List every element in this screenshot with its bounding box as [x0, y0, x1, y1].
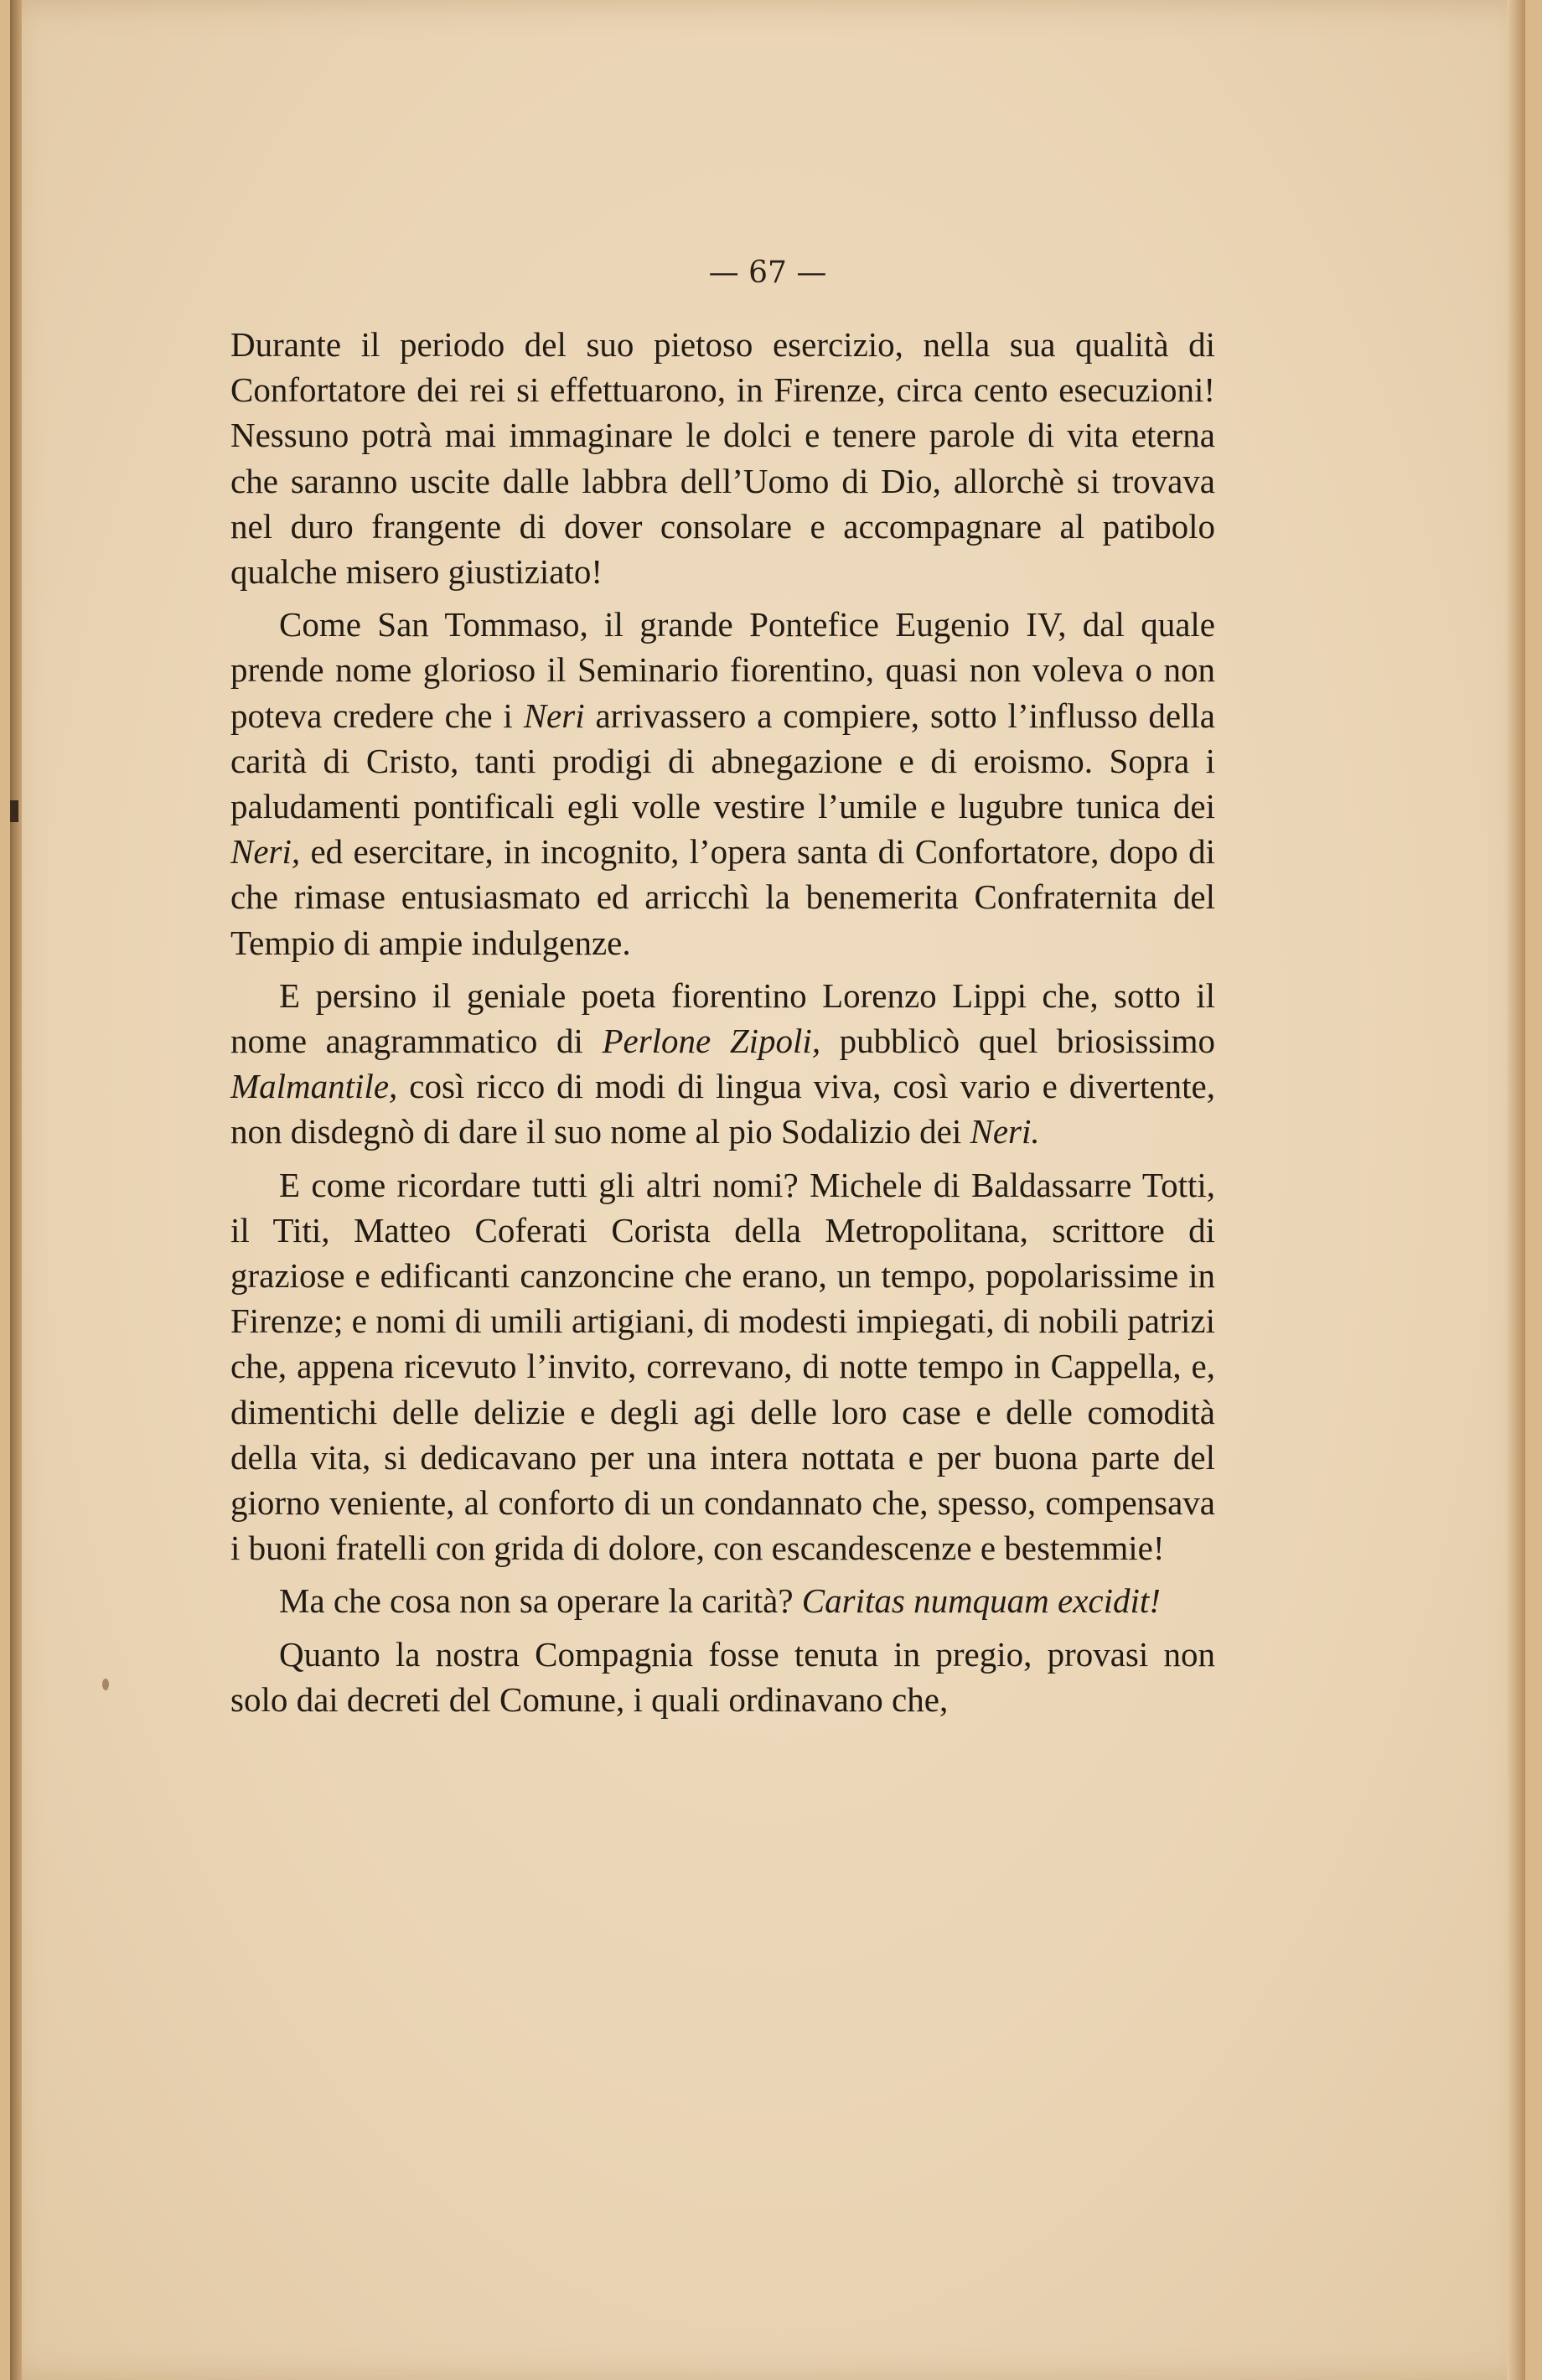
paragraph-1: Durante il periodo del suo pietoso esercizio, nella sua qualità di Confortatore dei rei si effettuarono, in Firenze, circa cento esecuzioni! Nessuno potrà mai immaginare le dolci e tenere parole di vita eterna che saranno uscite dalle labbra dell’Uomo di Dio, allorchè si trovava nel duro frangente di dover consolare e accompagnare al patibolo qualche misero giustiziato!: [230, 325, 1215, 592]
paragraph-2: Come San Tommaso, il grande Pontefice Eugenio IV, dal quale prende nome glorioso il Seminario fiorentino, quasi non voleva o non poteva credere che i Neri arrivassero a compiere, sotto l’influsso della carità di Cristo, tanti prodigi di abnegazione e di eroismo. Sopra i paludamenti pontificali egli volle vestire l’umile e lugubre tunica dei Neri, ed esercitare, in incognito, l’opera santa di Confortatore, dopo di che rimase entusiasmato ed arricchì la benemerita Confraternita del Tempio di ampie indulgenze.: [230, 605, 1216, 962]
page-right-edge: [1507, 0, 1525, 2380]
paper-fleck: [102, 1679, 109, 1690]
paragraph-5: Ma che cosa non sa operare la carità? Caritas numquam excidit!: [279, 1581, 1161, 1621]
book-page: [10, 0, 1525, 2380]
page-left-edge: [10, 0, 22, 2380]
binding-mark: [10, 800, 18, 822]
body-text: [230, 322, 1215, 1730]
paragraph-3: E persino il geniale poeta fiorentino Lorenzo Lippi che, sotto il nome anagrammatico di Perlone Zipoli, pubblicò quel briosissimo Malmantile, così ricco di modi di lingua viva, così vario e divertente, non disdegnò di dare il suo nome al pio Sodalizio dei Neri.: [230, 975, 1216, 1151]
paragraph-4: E come ricordare tutti gli altri nomi? Michele di Baldassarre Totti, il Titi, Matteo Coferati Corista della Metropolitana, scrittore di graziose e edificanti canzoncine che erano, un tempo, popolarissime in Firenze; e nomi di umili artigiani, di modesti impiegati, di nobili patrizi che, appena ricevuto l’invito, correvano, di notte tempo in Cappella, e, dimentichi delle delizie e degli agi delle loro case e delle comodità della vita, si dedicavano per una intera nottata e per buona parte del giorno veniente, al conforto di un condannato che, spesso, compensava i buoni fratelli con grida di dolore, con escandescenze e bestemmie!: [230, 1165, 1215, 1568]
paragraph-6: Quanto la nostra Compagnia fosse tenuta in pregio, provasi non solo dai decreti del Comune, i quali ordinavano che,: [230, 1634, 1215, 1719]
page-number: — 67 —: [708, 256, 827, 290]
